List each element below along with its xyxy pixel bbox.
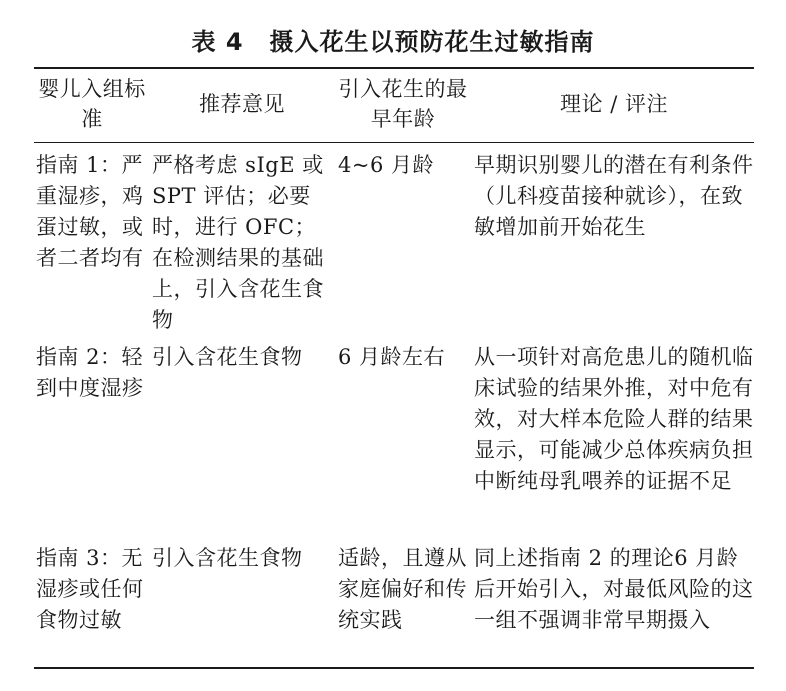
header-rationale: 理论 / 评注 xyxy=(560,92,668,116)
header-recommendation: 推荐意见 xyxy=(199,92,285,116)
table-title: 摄入花生以预防花生过敏指南 xyxy=(269,28,595,56)
row-3-age: 适龄，且遵从家庭偏好和传统实践 xyxy=(338,546,467,632)
row-2-recommendation: 引入含花生食物 xyxy=(152,345,303,369)
header-earliest-age: 引入花生的最早年龄 xyxy=(338,77,468,131)
row-1-rationale: 早期识别婴儿的潜在有利条件（儿科疫苗接种就诊），在致敏增加前开始花生 xyxy=(474,153,754,239)
header-criteria: 婴儿入组标准 xyxy=(38,77,146,131)
top-rule xyxy=(34,67,754,69)
row-1-criteria: 指南 1：严重湿疹，鸡蛋过敏，或者二者均有 xyxy=(36,153,144,270)
row-2-rationale: 从一项针对高危患儿的随机临床试验的结果外推，对中危有效，对大样本危险人群的结果显示，可能减少总体疾病负担中断纯母乳喂养的证据不足 xyxy=(474,345,754,493)
row-2-criteria: 指南 2：轻到中度湿疹 xyxy=(36,345,144,400)
row-1-age: 4~6 月龄 xyxy=(338,153,434,177)
row-3-rationale: 同上述指南 2 的理论6 月龄后开始引入，对最低风险的这一组不强调非常早期摄入 xyxy=(474,546,754,632)
row-3-criteria: 指南 3：无湿疹或任何食物过敏 xyxy=(36,546,144,632)
table-number: 表 4 xyxy=(191,28,244,56)
row-1-recommendation: 严格考虑 sIgE 或 SPT 评估；必要时，进行 OFC；在检测结果的基础上，引入含花生食物 xyxy=(152,153,324,332)
row-2-age: 6 月龄左右 xyxy=(338,345,446,369)
table-caption xyxy=(0,26,786,58)
bottom-rule xyxy=(34,667,754,669)
header-rule xyxy=(34,142,754,143)
row-3-recommendation: 引入含花生食物 xyxy=(152,546,303,570)
